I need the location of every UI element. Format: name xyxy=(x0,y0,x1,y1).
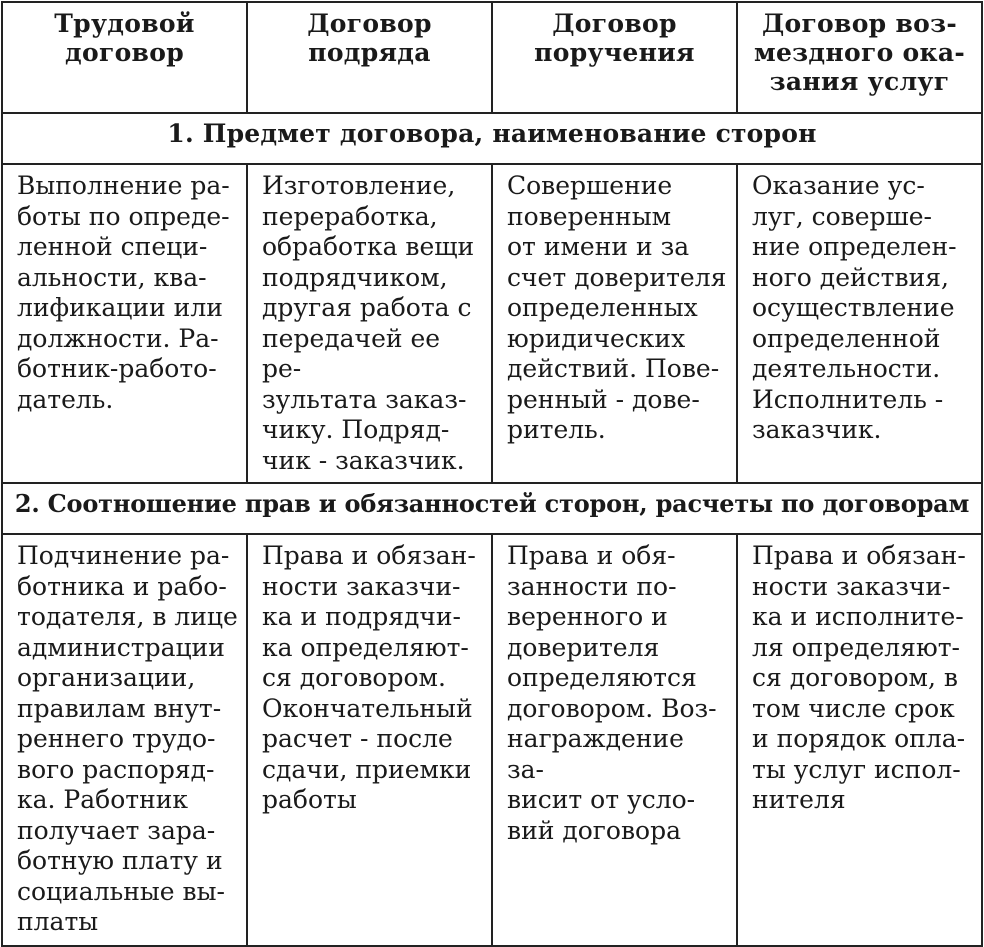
table-row xyxy=(2,164,982,483)
cell-agency-rights: Права и обя- занности по- веренного и доверителя определяются договором. Воз- награждение за- висит от усло- вий договора xyxy=(492,534,737,946)
header-services-contract: Договор воз- мездного ока- зания услуг xyxy=(737,2,982,113)
header-agency-contract: Договор поручения xyxy=(492,2,737,113)
header-row xyxy=(2,2,982,113)
section-row xyxy=(2,483,982,534)
section-title-subject: 1. Предмет договора, наименование сторон xyxy=(2,113,982,164)
cell-work-subject: Изготовление, переработка, обработка вещи подрядчиком, другая работа с передачей ее ре- зультата заказ- чику. Подряд- чик - заказчик. xyxy=(247,164,492,483)
header-labor-contract: Трудовой договор xyxy=(2,2,247,113)
cell-labor-subject: Выполнение ра- боты по опреде- ленной специ- альности, ква- лификации или должности. Ра- ботник-работо- датель. xyxy=(2,164,247,483)
section-title-rights: 2. Соотношение прав и обязанностей сторон, расчеты по договорам xyxy=(2,483,982,534)
header-work-contract: Договор подряда xyxy=(247,2,492,113)
section-row xyxy=(2,113,982,164)
cell-services-subject: Оказание ус- луг, соверше- ние определен- ного действия, осуществление определенной деятельности. Исполнитель - заказчик. xyxy=(737,164,982,483)
cell-services-rights: Права и обязан- ности заказчи- ка и исполните- ля определяют- ся договором, в том числе срок и порядок опла- ты услуг испол- нителя xyxy=(737,534,982,946)
cell-agency-subject: Совершение поверенным от имени и за счет доверителя определенных юридических действий. Пове- ренный - дове- ритель. xyxy=(492,164,737,483)
cell-labor-rights: Подчинение ра- ботника и рабо- тодателя, в лице администрации организации, правилам внут- реннего трудо- вого распоряд- ка. Работник получает зара- ботную плату и социальные вы- платы xyxy=(2,534,247,946)
cell-work-rights: Права и обязан- ности заказчи- ка и подрядчи- ка определяют- ся договором. Окончательный расчет - после сдачи, приемки работы xyxy=(247,534,492,946)
table-row xyxy=(2,534,982,946)
contract-comparison-table xyxy=(1,1,983,947)
